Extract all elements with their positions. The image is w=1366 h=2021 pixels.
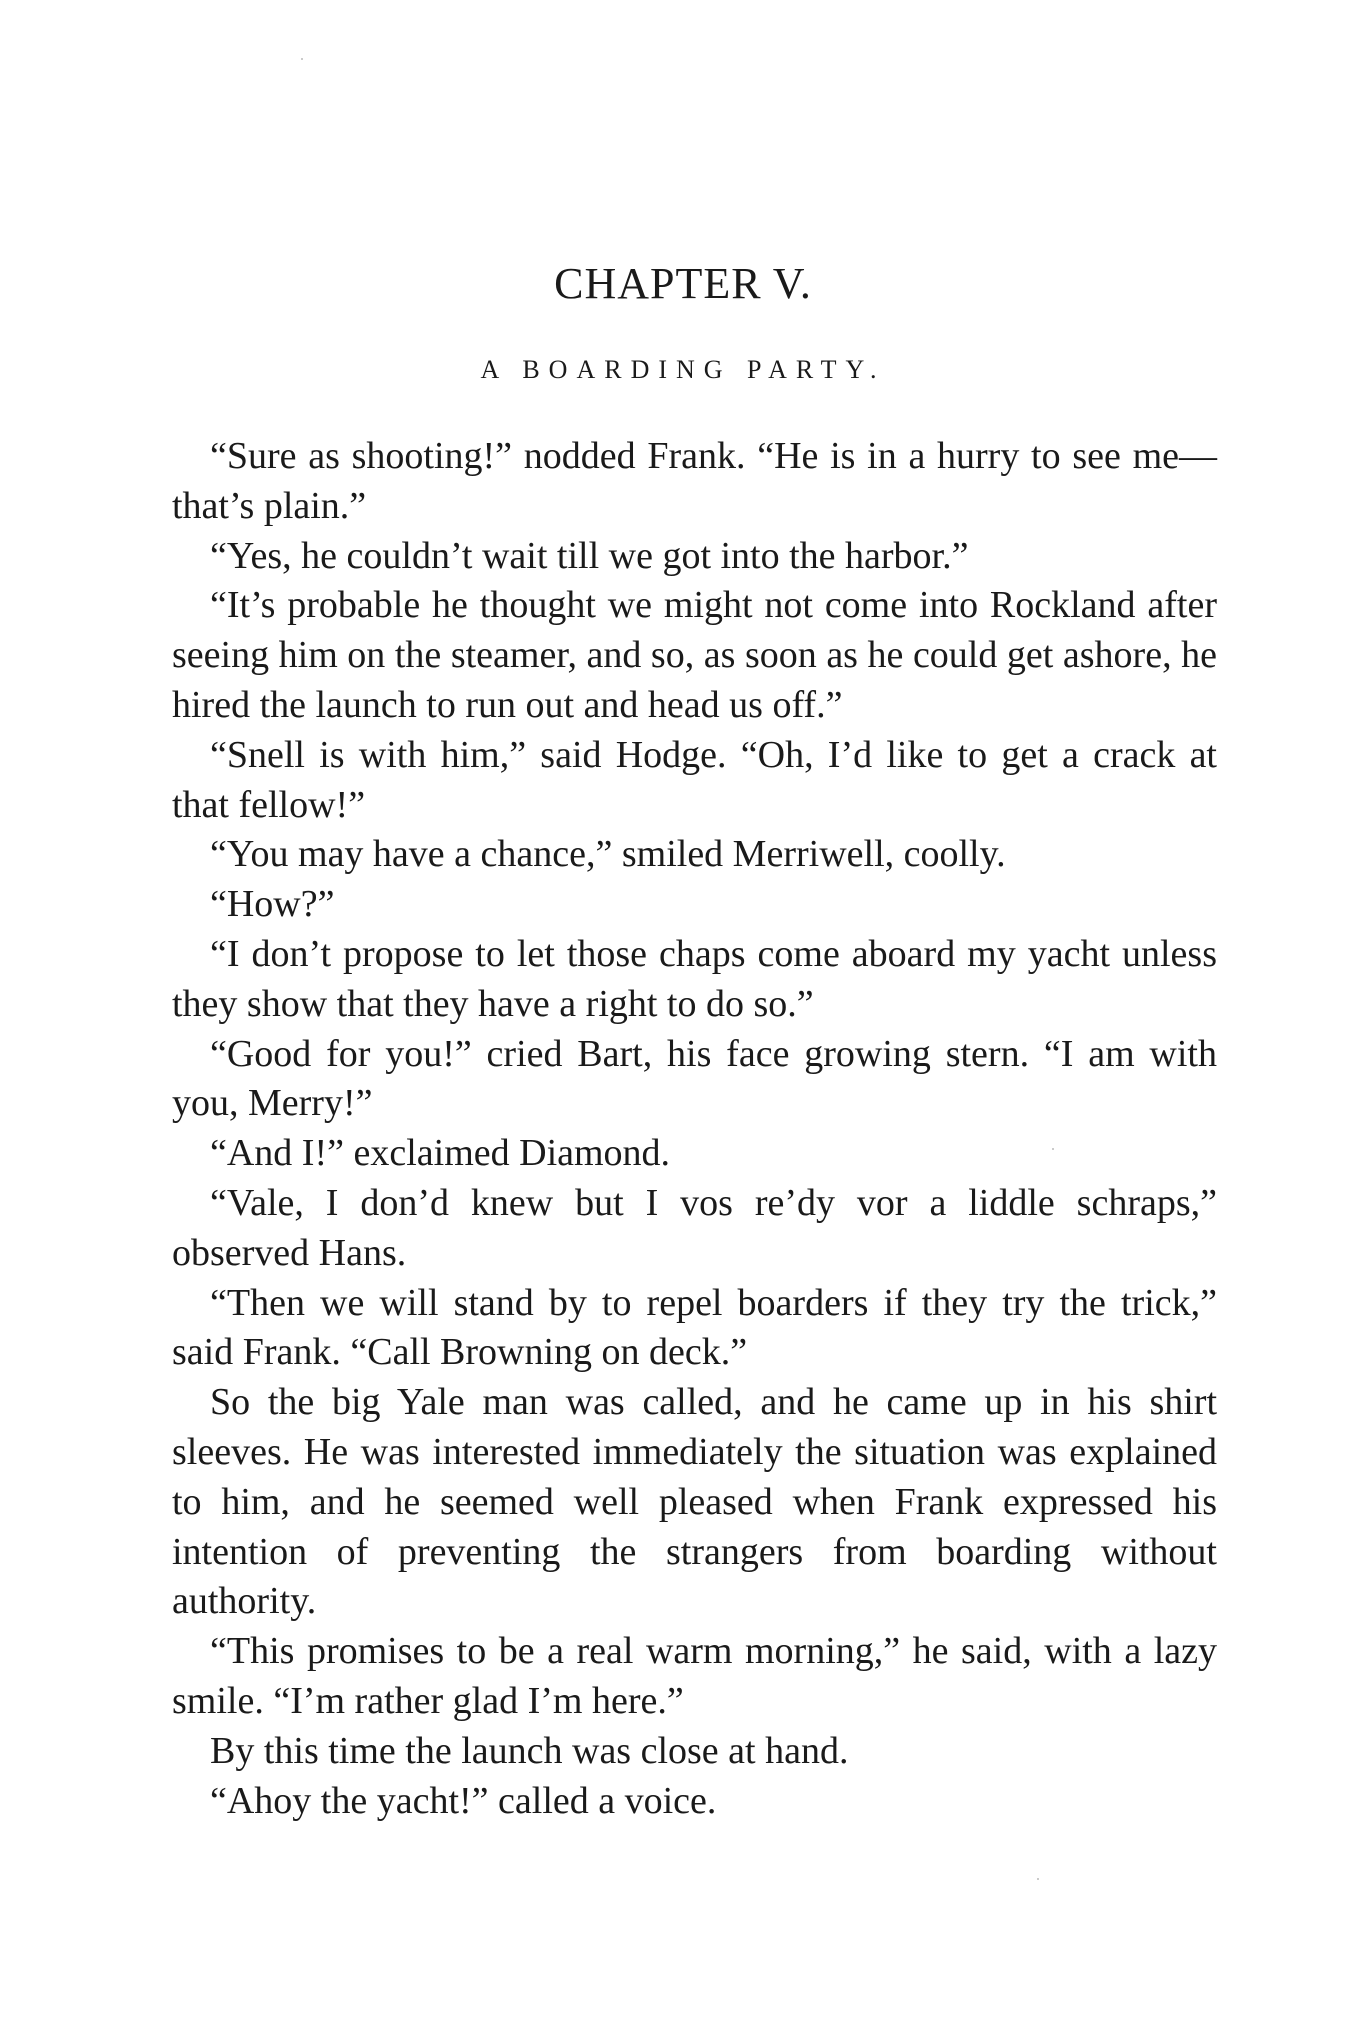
paragraph: So the big Yale man was called, and he came up in his shirt sleeves. He was interested immediately the situation was explained to him, and he seemed well pleased when Frank expressed his intention of preventing the strangers from boarding without authority. <box>172 1381 1217 1623</box>
chapter-subtitle: A BOARDING PARTY. <box>480 355 886 384</box>
paragraph: “It’s probable he thought we might not come into Rockland after seeing him on the steamer, and so, as soon as he could get ashore, he hired the launch to run out and head us off.” <box>172 584 1217 726</box>
paragraph: “Good for you!” cried Bart, his face growing stern. “I am with you, Merry!” <box>172 1032 1217 1125</box>
paper-speck <box>1037 1878 1039 1880</box>
paragraph: “How?” <box>210 883 335 926</box>
paragraph: “This promises to be a real warm morning,” he said, with a lazy smile. “I’m rather glad I’m here.” <box>172 1630 1217 1722</box>
paragraph: “I don’t propose to let those chaps come aboard my yacht unless they show that they have a right to do so.” <box>172 932 1217 1025</box>
chapter-title: CHAPTER V. <box>554 259 812 308</box>
paragraph: “And I!” exclaimed Diamond. <box>210 1132 671 1175</box>
paragraph: By this time the launch was close at hand. <box>210 1729 849 1772</box>
paragraph: “Then we will stand by to repel boarders if they try the trick,” said Frank. “Call Browning on deck.” <box>172 1281 1217 1374</box>
paper-speck <box>301 58 303 60</box>
paragraph: “You may have a chance,” smiled Merriwell, coolly. <box>210 833 1006 876</box>
paragraph: “Snell is with him,” said Hodge. “Oh, I’d like to get a crack at that fellow!” <box>172 733 1217 826</box>
chapter-body <box>172 432 1217 1826</box>
paragraph: “Ahoy the yacht!” called a voice. <box>210 1779 717 1822</box>
paragraph: “Vale, I don’d knew but I vos re’dy vor a liddle schraps,” observed Hans. <box>172 1181 1217 1274</box>
paragraph: “Sure as shooting!” nodded Frank. “He is in a hurry to see me—that’s plain.” <box>172 435 1217 527</box>
paragraph: “Yes, he couldn’t wait till we got into the harbor.” <box>210 534 969 577</box>
